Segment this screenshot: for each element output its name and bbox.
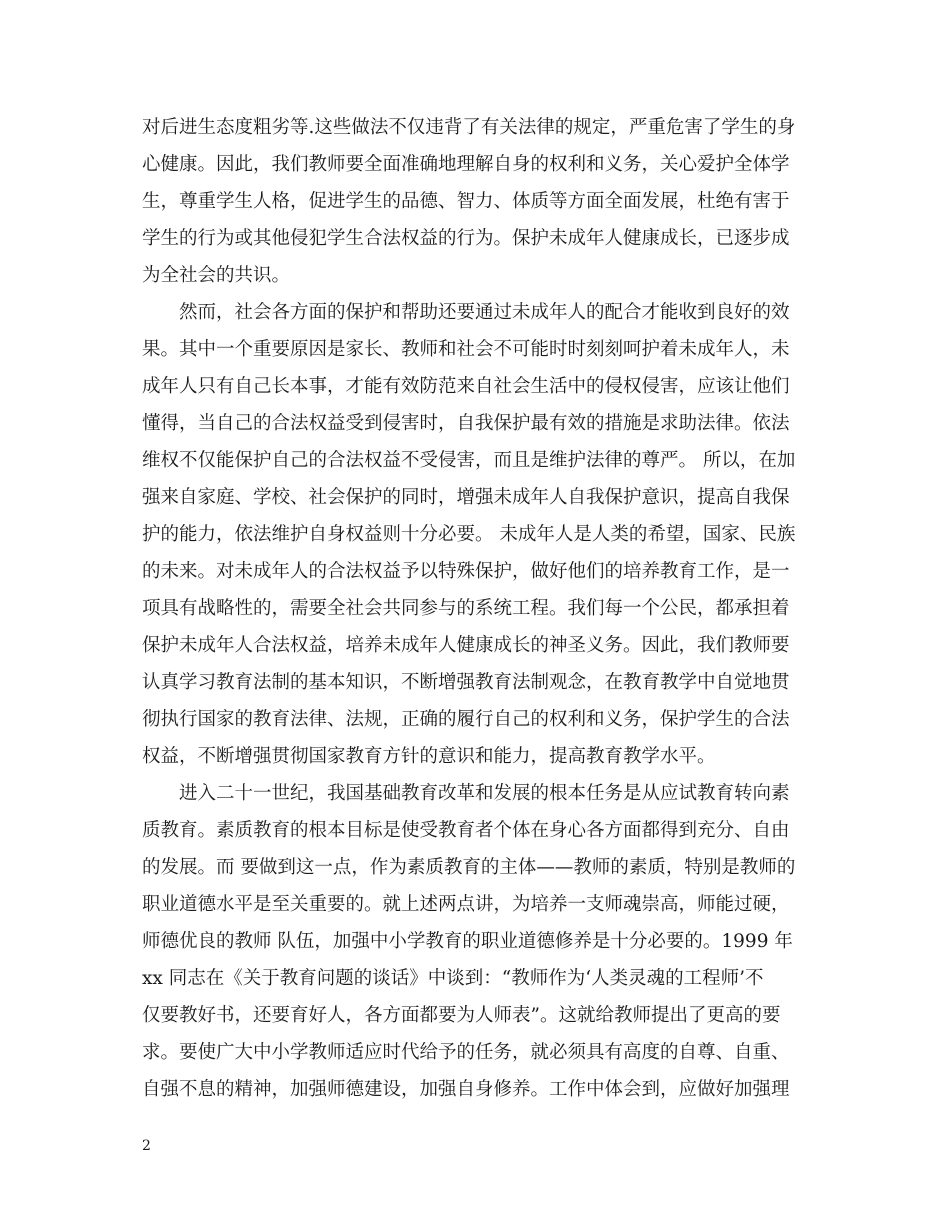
text-line: 自强不息的精神，加强师德建设，加强自身修养。工作中体会到，应做好加强理 [142,1079,790,1100]
text-line: 成年人只有自己长本事，才能有效防范来自社会生活中的侵权侵害，应该让他们 [142,376,790,397]
text-line: 护的能力，依法维护自身权益则十分必要。 未成年人是人类的希望，国家、民族 [142,524,796,545]
text-line: 懂得，当自己的合法权益受到侵害时，自我保护最有效的措施是求助法律。依法 [142,413,790,434]
text-line: 权益，不断增强贯彻国家教育方针的意识和能力，提高教育教学水平。 [142,746,716,767]
text-line: 项具有战略性的，需要全社会共同参与的系统工程。我们每一个公民，都承担着 [142,598,790,619]
text-line: xx 同志在《关于教育问题的谈话》中谈到：“教师作为‘人类灵魂的工程师’不 [142,968,764,989]
text-line: 师德优良的教师 队伍，加强中小学教育的职业道德修养是十分必要的。1999 年 [142,931,793,952]
text-line: 认真学习教育法制的基本知识，不断增强教育法制观念，在教育教学中自觉地贯 [142,672,790,693]
text-line: 彻执行国家的教育法律、法规，正确的履行自己的权利和义务，保护学生的合法 [142,709,790,730]
text-line: 求。要使广大中小学教师适应时代给予的任务，就必须具有高度的自尊、自重、 [142,1042,790,1063]
page-number: 2 [142,1138,151,1154]
text-line: 职业道德水平是至关重要的。就上述两点讲，为培养一支师魂崇高，师能过硬， [142,894,790,915]
text-line: 保护未成年人合法权益，培养未成年人健康成长的神圣义务。因此，我们教师要 [142,635,790,656]
text-line: 为全社会的共识。 [142,265,291,286]
text-line: 生，尊重学生人格，促进学生的品德、智力、体质等方面全面发展，杜绝有害于 [142,191,790,212]
paragraph-first-line: 然而，社会各方面的保护和帮助还要通过未成年人的配合才能收到良好的效 [179,302,790,323]
text-line: 的未来。对未成年人的合法权益予以特殊保护，做好他们的培养教育工作，是一 [142,561,790,582]
paragraph-first-line: 进入二十一世纪，我国基础教育改革和发展的根本任务是从应试教育转向素 [179,783,790,804]
text-line: 对后进生态度粗劣等.这些做法不仅违背了有关法律的规定，严重危害了学生的身 [142,117,796,138]
text-line: 心健康。因此，我们教师要全面准确地理解自身的权利和义务，关心爱护全体学 [142,154,790,175]
text-line: 学生的行为或其他侵犯学生合法权益的行为。保护未成年人健康成长，已逐步成 [142,228,790,249]
text-line: 果。其中一个重要原因是家长、教师和社会不可能时时刻刻呵护着未成年人，未 [142,339,790,360]
text-line: 维权不仅能保护自己的合法权益不受侵害，而且是维护法律的尊严。 所以，在加 [142,450,796,471]
text-line: 仅要教好书，还要育好人，各方面都要为人师表”。这就给教师提出了更高的要 [142,1005,781,1026]
text-line: 质教育。素质教育的根本目标是使受教育者个体在身心各方面都得到充分、自由 [142,820,790,841]
text-line: 强来自家庭、学校、社会保护的同时，增强未成年人自我保护意识，提高自我保 [142,487,790,508]
text-line: 的发展。而 要做到这一点，作为素质教育的主体——教师的素质，特别是教师的 [142,857,796,878]
